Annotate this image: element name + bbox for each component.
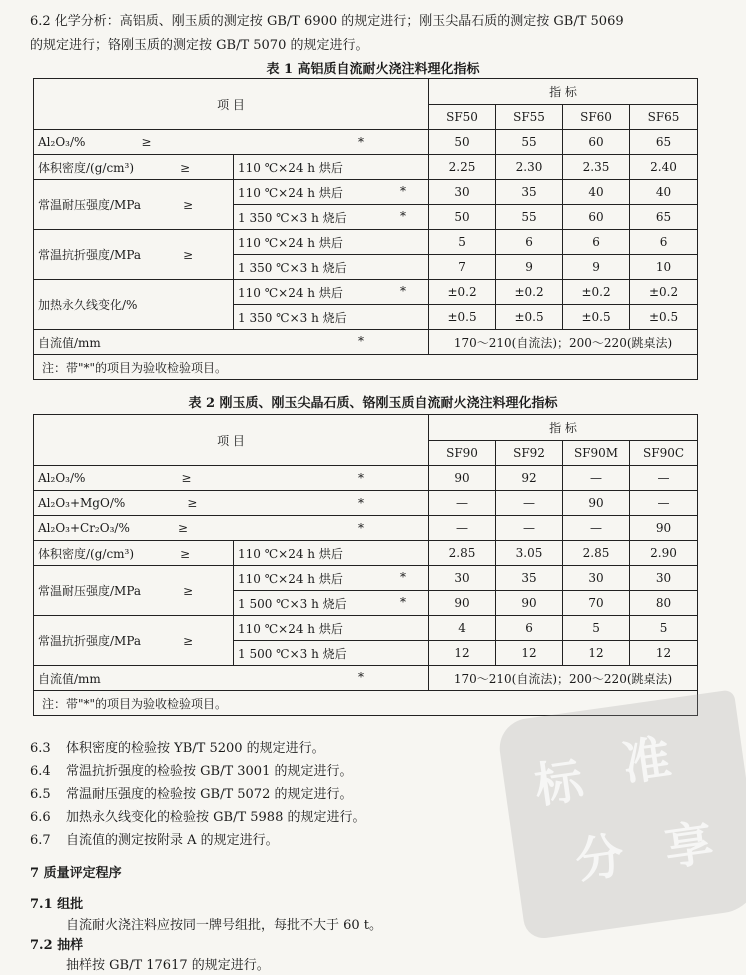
condition: 110 ℃×24 h 烘后 bbox=[238, 185, 343, 200]
intro-line-1: 6.2 化学分析：高铝质、刚玉质的测定按 GB/T 6900 的规定进行；刚玉尖晶石质的测定按 GB/T 5069 bbox=[30, 14, 624, 29]
condition: 1 350 ℃×3 h 烧后 bbox=[238, 310, 347, 325]
table-row bbox=[34, 541, 698, 566]
row-label: 常温耐压强度/MPa bbox=[38, 584, 142, 598]
section-7-1-text: 自流耐火浇注料应按同一牌号组批，每批不大于 60 t。 bbox=[66, 918, 383, 933]
table1-indicator-header: 指 标 bbox=[429, 79, 698, 105]
section-text: 常温抗折强度的检验按 GB/T 3001 的规定进行。 bbox=[66, 764, 353, 779]
star-mark: * bbox=[358, 669, 365, 684]
section-text: 加热永久线变化的检验按 GB/T 5988 的规定进行。 bbox=[66, 810, 366, 825]
table-cell: 35 bbox=[496, 566, 563, 591]
table-cell: ±0.2 bbox=[496, 280, 563, 305]
ge-symbol: ≥ bbox=[183, 634, 194, 648]
table2-grade-header: SF90M bbox=[563, 441, 630, 466]
table1-item-header: 项 目 bbox=[34, 79, 429, 130]
star-mark: * bbox=[400, 594, 407, 609]
section-number: 6.4 bbox=[30, 764, 51, 779]
table-cell: ±0.5 bbox=[563, 305, 630, 330]
table-cell: 65 bbox=[630, 205, 698, 230]
ge-symbol: ≥ bbox=[141, 135, 152, 149]
table-cell: 12 bbox=[563, 641, 630, 666]
row-label: 加热永久线变化/% bbox=[38, 298, 138, 312]
section-6-4 bbox=[30, 760, 736, 779]
condition: 110 ℃×24 h 烘后 bbox=[238, 571, 343, 586]
row-label: 自流值/mm bbox=[38, 335, 101, 350]
star-mark: * bbox=[400, 208, 407, 223]
table-cell: — bbox=[563, 516, 630, 541]
condition: 1 500 ℃×3 h 烧后 bbox=[238, 596, 347, 611]
star-mark: * bbox=[358, 521, 365, 535]
table-cell: 90 bbox=[429, 591, 496, 616]
table2-caption: 表 2 刚玉质、刚玉尖晶石质、铬刚玉质自流耐火浇注料理化指标 bbox=[188, 396, 558, 411]
table1 bbox=[33, 78, 698, 380]
table-row bbox=[34, 130, 698, 155]
condition: 1 500 ℃×3 h 烧后 bbox=[238, 646, 347, 661]
table-cell: 9 bbox=[563, 255, 630, 280]
table-cell: 2.85 bbox=[429, 541, 496, 566]
table-row bbox=[34, 516, 698, 541]
row-label: Al₂O₃/% bbox=[38, 471, 86, 485]
ge-symbol: ≥ bbox=[180, 546, 191, 561]
section-6-3 bbox=[30, 737, 736, 756]
table-cell: — bbox=[429, 491, 496, 516]
table2-grade-header: SF90 bbox=[429, 441, 496, 466]
table-cell: ±0.5 bbox=[630, 305, 698, 330]
section-text: 常温耐压强度的检验按 GB/T 5072 的规定进行。 bbox=[66, 787, 353, 802]
star-mark: * bbox=[358, 333, 365, 348]
star-mark: * bbox=[358, 496, 365, 510]
table-cell: 2.35 bbox=[563, 155, 630, 180]
table-cell: — bbox=[496, 491, 563, 516]
row-label: 常温耐压强度/MPa bbox=[38, 198, 142, 212]
star-mark: * bbox=[358, 471, 365, 485]
row-label: 常温抗折强度/MPa bbox=[38, 248, 142, 262]
table-cell: — bbox=[496, 516, 563, 541]
section-7-2-heading: 7.2 抽样 bbox=[30, 938, 84, 953]
condition: 110 ℃×24 h 烘后 bbox=[238, 235, 343, 250]
table2 bbox=[33, 414, 698, 716]
table-cell: 50 bbox=[429, 205, 496, 230]
row-label: 体积密度/(g/cm³) bbox=[38, 160, 135, 175]
table-cell: 90 bbox=[563, 491, 630, 516]
flow-value: 170～210(自流法)；200～220(跳桌法) bbox=[429, 666, 698, 691]
table-cell: 60 bbox=[563, 205, 630, 230]
table-cell: 60 bbox=[563, 130, 630, 155]
section-number: 6.6 bbox=[30, 810, 51, 825]
table-row bbox=[34, 155, 698, 180]
ge-symbol: ≥ bbox=[183, 584, 194, 598]
intro-line-2: 的规定进行；铬刚玉质的测定按 GB/T 5070 的规定进行。 bbox=[30, 38, 369, 53]
star-mark: * bbox=[400, 283, 407, 298]
section-number: 6.5 bbox=[30, 787, 51, 802]
table-row bbox=[34, 491, 698, 516]
table-cell: 80 bbox=[630, 591, 698, 616]
table-cell: 5 bbox=[429, 230, 496, 255]
ge-symbol: ≥ bbox=[177, 521, 188, 535]
table-row bbox=[34, 616, 698, 641]
table-cell: — bbox=[429, 516, 496, 541]
table-cell: 40 bbox=[563, 180, 630, 205]
table-cell: 90 bbox=[630, 516, 698, 541]
condition: 110 ℃×24 h 烘后 bbox=[238, 621, 343, 636]
row-label: 体积密度/(g/cm³) bbox=[38, 546, 135, 561]
table-cell: 12 bbox=[630, 641, 698, 666]
table-row bbox=[34, 280, 698, 305]
table-row bbox=[34, 180, 698, 205]
row-label: 自流值/mm bbox=[38, 671, 101, 686]
table-cell: 90 bbox=[496, 591, 563, 616]
table-cell: 2.30 bbox=[496, 155, 563, 180]
row-label: Al₂O₃+MgO/% bbox=[38, 496, 126, 510]
table-row bbox=[34, 330, 698, 355]
table2-indicator-header: 指 标 bbox=[429, 415, 698, 441]
ge-symbol: ≥ bbox=[180, 160, 191, 175]
table-cell: 4 bbox=[429, 616, 496, 641]
section-7-1-heading: 7.1 组批 bbox=[30, 897, 84, 912]
ge-symbol: ≥ bbox=[187, 496, 198, 510]
condition: 110 ℃×24 h 烘后 bbox=[238, 285, 343, 300]
table1-note: 注：带"*"的项目为验收检验项目。 bbox=[34, 355, 698, 380]
table-cell: 55 bbox=[496, 205, 563, 230]
table1-grade-header: SF65 bbox=[630, 105, 698, 130]
condition: 1 350 ℃×3 h 烧后 bbox=[238, 210, 347, 225]
chapter-7-heading: 7 质量评定程序 bbox=[30, 866, 122, 881]
table-cell: — bbox=[630, 466, 698, 491]
table-cell: ±0.5 bbox=[496, 305, 563, 330]
table-cell: 55 bbox=[496, 130, 563, 155]
table-cell: 2.90 bbox=[630, 541, 698, 566]
table2-grade-header: SF92 bbox=[496, 441, 563, 466]
table-cell: 65 bbox=[630, 130, 698, 155]
watermark-seal: 标 准 分 享 bbox=[496, 689, 746, 940]
table-cell: 70 bbox=[563, 591, 630, 616]
table-cell: 50 bbox=[429, 130, 496, 155]
table-cell: — bbox=[563, 466, 630, 491]
condition: 1 350 ℃×3 h 烧后 bbox=[238, 260, 347, 275]
ge-symbol: ≥ bbox=[181, 471, 192, 485]
table-cell: 2.40 bbox=[630, 155, 698, 180]
table-cell: 30 bbox=[630, 566, 698, 591]
table-cell: 12 bbox=[496, 641, 563, 666]
section-7-2-text: 抽样按 GB/T 17617 的规定进行。 bbox=[66, 958, 270, 973]
table-cell: 5 bbox=[630, 616, 698, 641]
table-cell: ±0.2 bbox=[563, 280, 630, 305]
table-cell: 6 bbox=[496, 230, 563, 255]
star-mark: * bbox=[358, 135, 365, 149]
table-cell: 7 bbox=[429, 255, 496, 280]
table-row bbox=[34, 466, 698, 491]
table-cell: 40 bbox=[630, 180, 698, 205]
row-label: Al₂O₃+Cr₂O₃/% bbox=[38, 521, 130, 535]
table-row bbox=[34, 355, 698, 380]
table1-grade-header: SF50 bbox=[429, 105, 496, 130]
table-cell: ±0.2 bbox=[630, 280, 698, 305]
table2-note: 注：带"*"的项目为验收检验项目。 bbox=[34, 691, 698, 716]
ge-symbol: ≥ bbox=[183, 198, 194, 212]
section-text: 体积密度的检验按 YB/T 5200 的规定进行。 bbox=[66, 741, 325, 756]
section-6-6 bbox=[30, 806, 736, 825]
row-label: Al₂O₃/% bbox=[38, 135, 86, 149]
table2-grade-header: SF90C bbox=[630, 441, 698, 466]
table-cell: 12 bbox=[429, 641, 496, 666]
table-cell: 90 bbox=[429, 466, 496, 491]
table-cell: 3.05 bbox=[496, 541, 563, 566]
table-cell: 30 bbox=[429, 180, 496, 205]
table1-grade-header: SF60 bbox=[563, 105, 630, 130]
table-cell: 2.85 bbox=[563, 541, 630, 566]
table-cell: ±0.2 bbox=[429, 280, 496, 305]
section-number: 6.3 bbox=[30, 741, 51, 756]
table2-item-header: 项 目 bbox=[34, 415, 429, 466]
table-cell: 6 bbox=[496, 616, 563, 641]
section-6-7 bbox=[30, 829, 736, 848]
section-number: 6.7 bbox=[30, 833, 51, 848]
table-row bbox=[34, 666, 698, 691]
table1-caption: 表 1 高铝质自流耐火浇注料理化指标 bbox=[266, 62, 480, 77]
star-mark: * bbox=[400, 183, 407, 198]
table-cell: 30 bbox=[563, 566, 630, 591]
table-cell: 30 bbox=[429, 566, 496, 591]
condition: 110 ℃×24 h 烘后 bbox=[238, 546, 343, 561]
section-text: 自流值的测定按附录 A 的规定进行。 bbox=[66, 833, 279, 848]
section-6-5 bbox=[30, 783, 736, 802]
table-cell: 92 bbox=[496, 466, 563, 491]
table-cell: 2.25 bbox=[429, 155, 496, 180]
table-cell: 6 bbox=[563, 230, 630, 255]
table-cell: 10 bbox=[630, 255, 698, 280]
ge-symbol: ≥ bbox=[183, 248, 194, 262]
star-mark: * bbox=[400, 569, 407, 584]
table-cell: ±0.5 bbox=[429, 305, 496, 330]
table-cell: 35 bbox=[496, 180, 563, 205]
table-cell: — bbox=[630, 491, 698, 516]
table-cell: 6 bbox=[630, 230, 698, 255]
table1-grade-header: SF55 bbox=[496, 105, 563, 130]
table-cell: 5 bbox=[563, 616, 630, 641]
table-row bbox=[34, 230, 698, 255]
table-row bbox=[34, 566, 698, 591]
table-cell: 9 bbox=[496, 255, 563, 280]
flow-value: 170～210(自流法)；200～220(跳桌法) bbox=[429, 330, 698, 355]
row-label: 常温抗折强度/MPa bbox=[38, 634, 142, 648]
condition: 110 ℃×24 h 烘后 bbox=[238, 160, 343, 175]
